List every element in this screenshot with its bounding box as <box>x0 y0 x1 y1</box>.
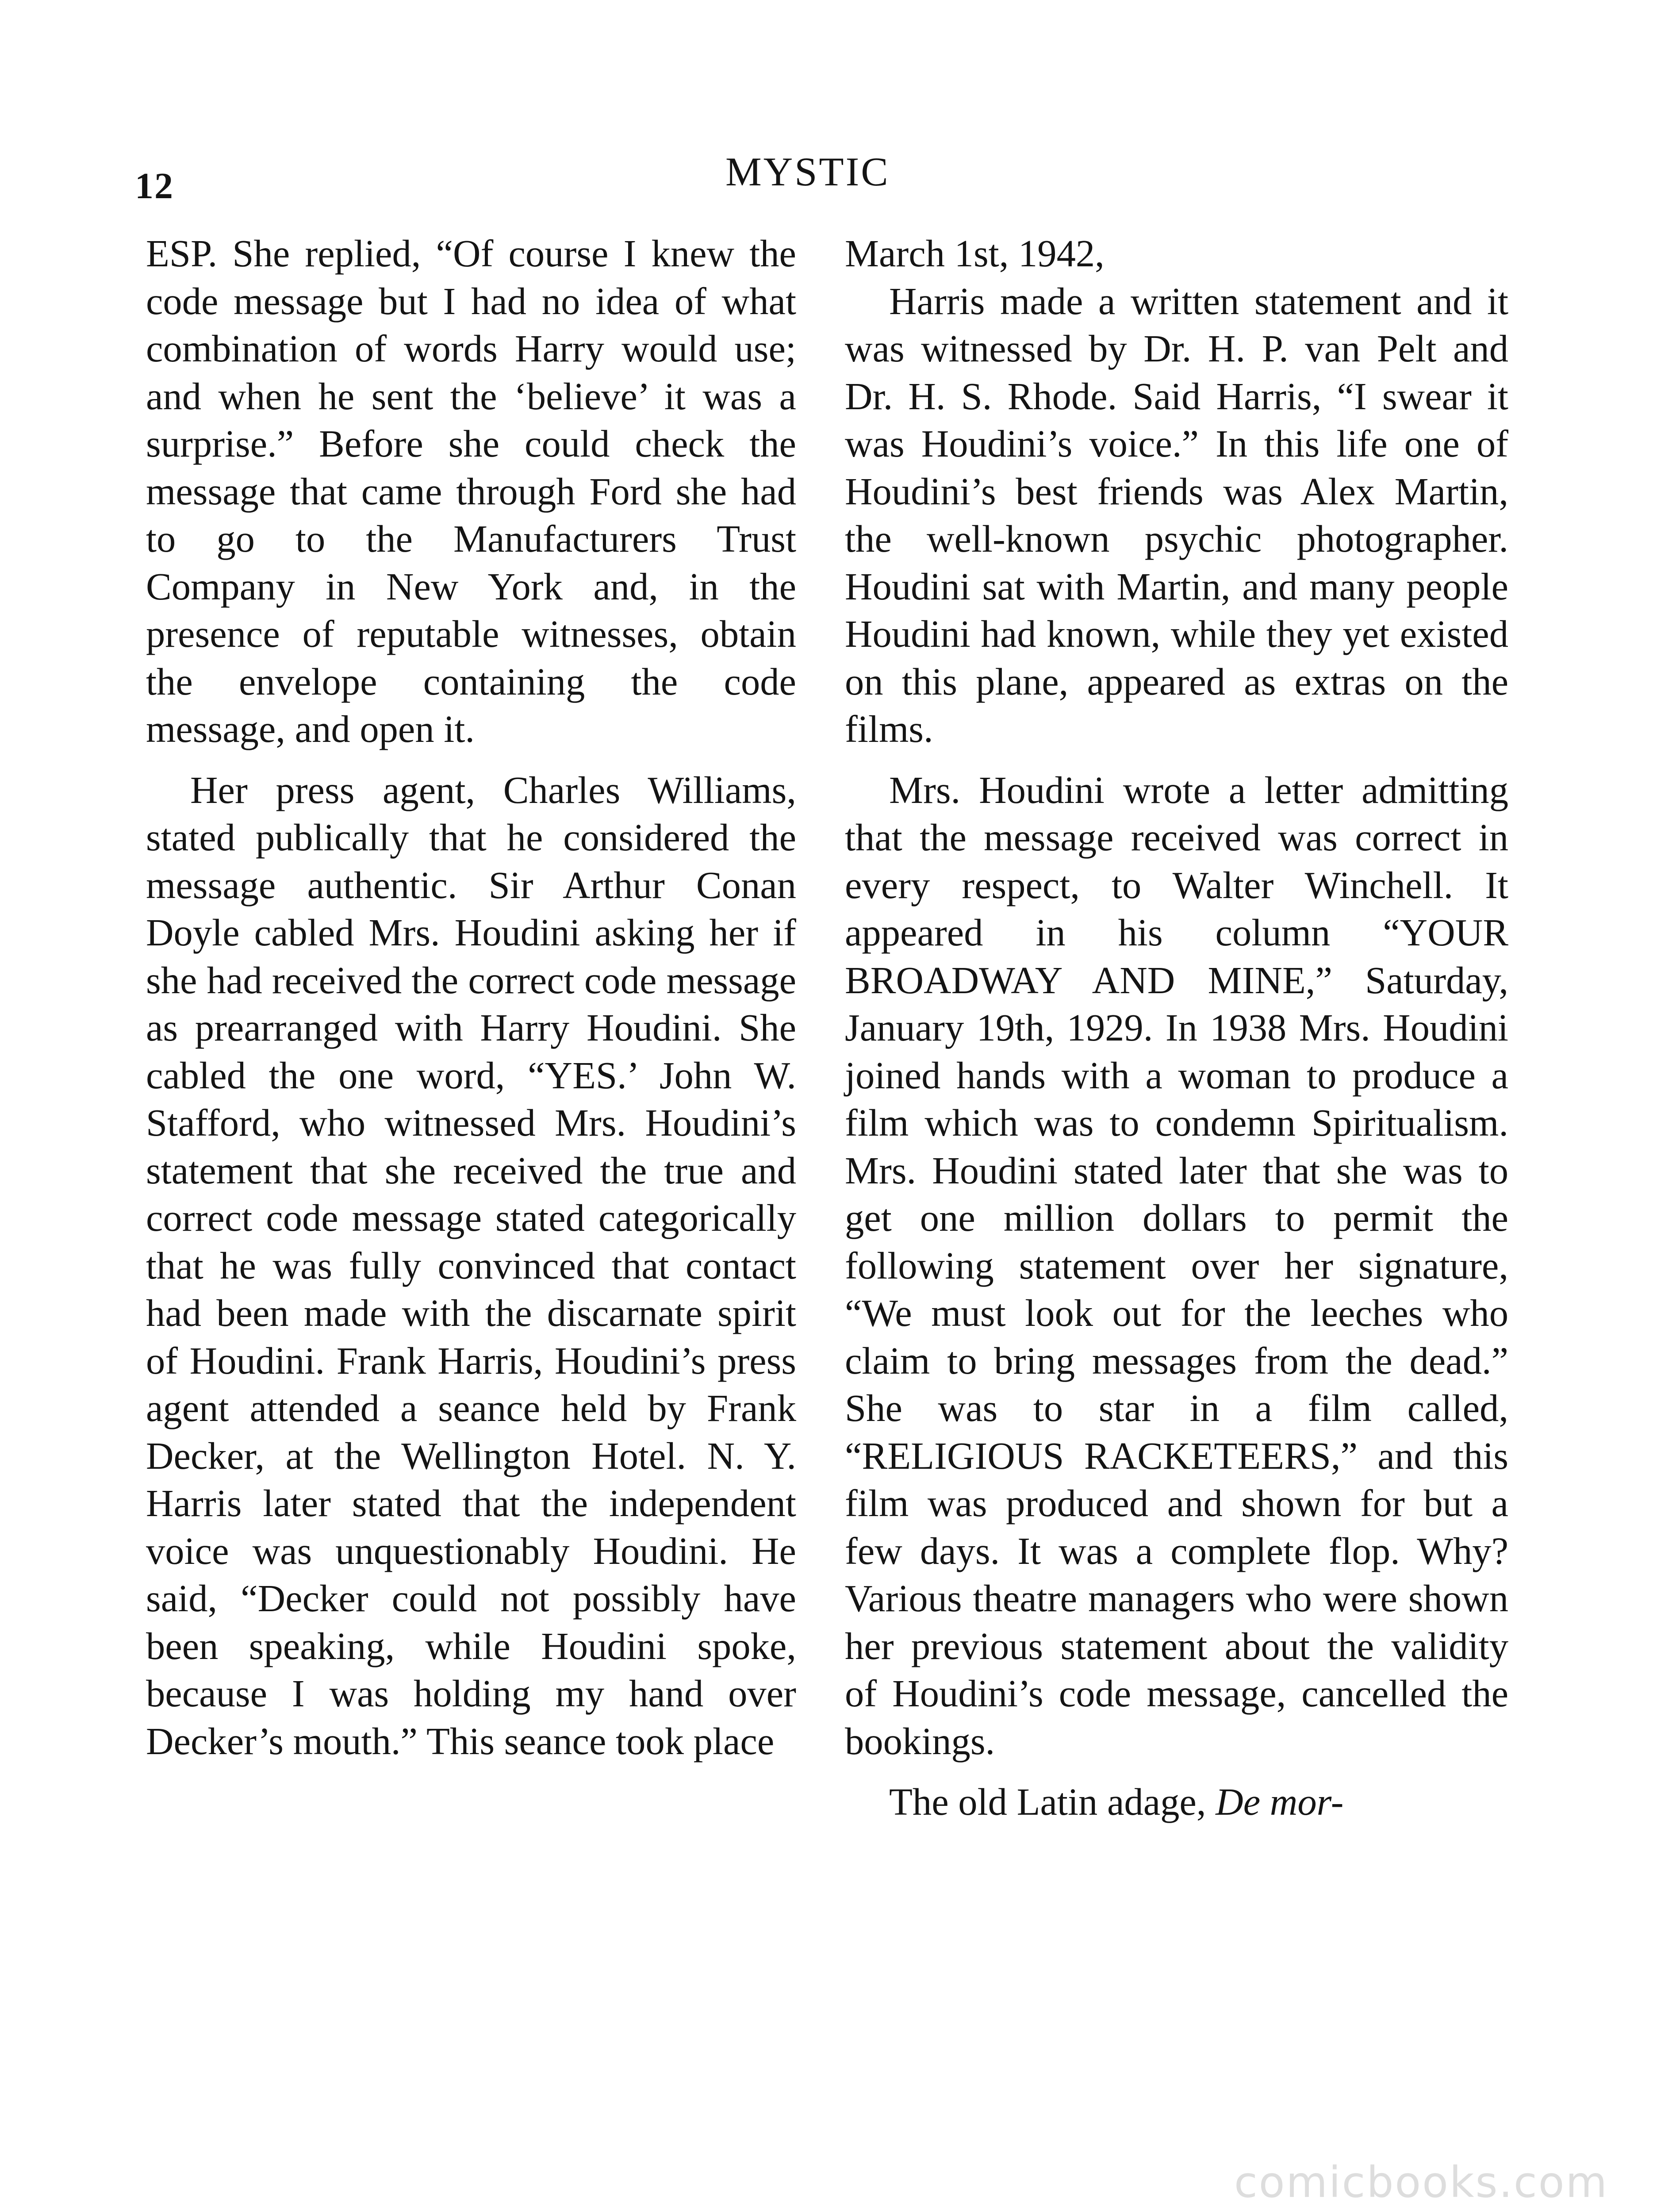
right-dateline: March 1st, 1942, <box>845 232 1105 275</box>
watermark-logo: comicbooks.com <box>1234 2158 1608 2207</box>
left-paragraph-2: Her press agent, Charles Williams, stated publically that he considered the message authentic. Sir Arthur Conan Doyle cabled Mrs. Houdini asking her if she had received the correct code message as prearranged with Harry Houdini. She cabled the one word, “YES.’ John W. Stafford, who witnessed Mrs. Houdini’s statement that she received the true and correct code message stated categorically that he was fully convinced that contact had been made with the discarnate spirit of Houdini. Frank Harris, Houdini’s press agent attended a seance held by Frank Decker, at the Wellington Hotel. N. Y. Harris later stated that the independent voice was unquestionably Houdini. He said, “Decker could not possibly have been speaking, while Houdini spoke, because I was holding my hand over Decker’s mouth.” This seance took place <box>146 768 796 1763</box>
left-paragraph-1: ESP. She replied, “Of course I knew the code message but I had no idea of what combination of words Harry would use; and when he sent the ‘believe’ it was a surprise.” Before she could check the message that came through Ford she had to go to the Manufacturers Trust Company in New York and, in the presence of reputable witnesses, obtain the envelope containing the code message, and open it. <box>146 232 796 750</box>
right-paragraph-2: Mrs. Houdini wrote a letter admitting that the message received was correct in every respect, to Walter Winchell. It appeared in his column “YOUR BROADWAY AND MINE,” Saturday, January 19th, 1929. In 1938 Mrs. Houdini joined hands with a woman to produce a film which was to condemn Spiritualism. Mrs. Houdini stated later that she was to get one million dollars to permit the following statement over her signature, “We must look out for the leeches who claim to bring messages from the dead.” She was to star in a film called, “RELIGIOUS RACKETEERS,” and this film was produced and shown for but a few days. It was a complete flop. Why? Various theatre managers who were shown her previous statement about the validity of Houdini’s code message, cancelled the bookings. <box>845 768 1508 1763</box>
right-paragraph-3 <box>845 1778 1508 1826</box>
page-number: 12 <box>135 165 174 207</box>
right-paragraph-3-text: The old Latin adage, <box>889 1781 1216 1823</box>
latin-adage-italic: De mor- <box>1216 1781 1344 1823</box>
right-paragraph-1: Harris made a written statement and it was witnessed by Dr. H. P. van Pelt and Dr. H. S. Rhode. Said Harris, “I swear it was Houdini’s voice.” In this life one of Houdini’s best friends was Alex Martin, the well-known psychic photographer. Houdini sat with Martin, and many people Houdini had known, while they yet existed on this plane, appeared as extras on the films. <box>845 280 1508 750</box>
running-head: MYSTIC <box>725 149 890 194</box>
left-column <box>146 230 796 1765</box>
right-column <box>845 230 1508 1826</box>
